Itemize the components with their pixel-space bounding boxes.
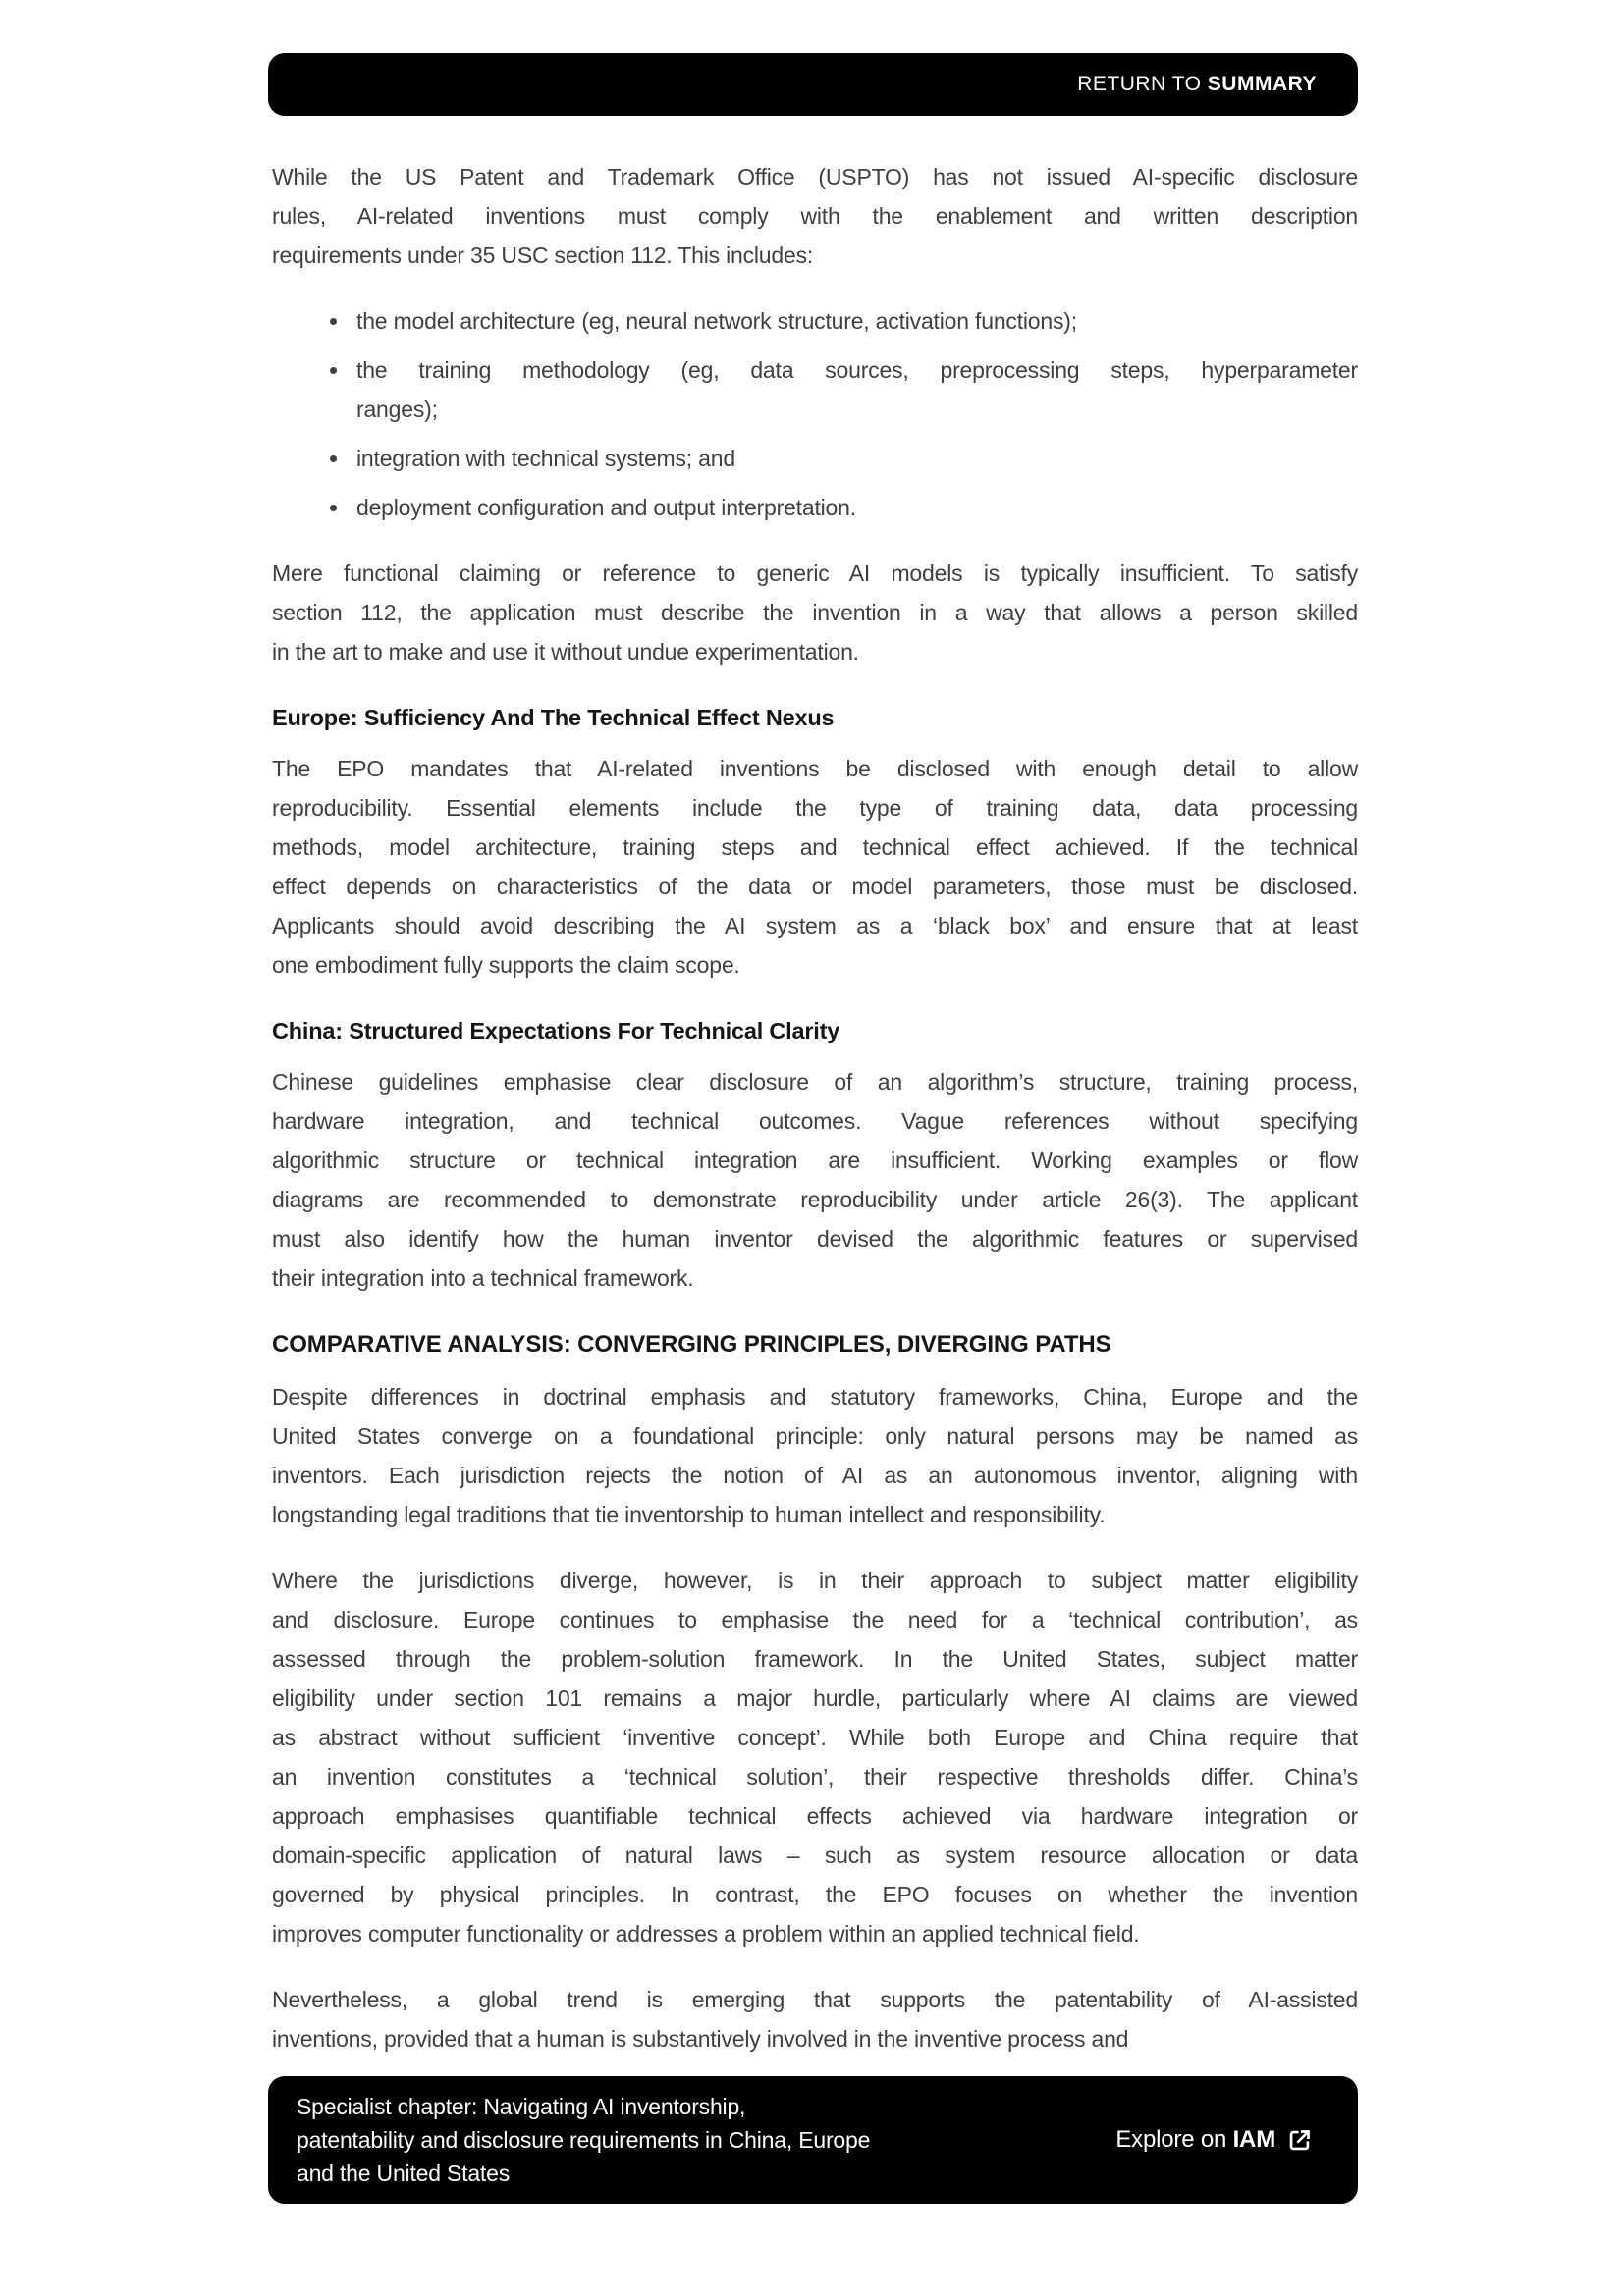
text-line: eligibility under section 101 remains a major hurdle, particularly where AI claims are viewed (272, 1685, 1358, 1711)
text-line: integration with technical systems; and (356, 446, 735, 471)
text-line: United States converge on a foundational principle: only natural persons may be named as (272, 1423, 1358, 1449)
text-line: Nevertheless, a global trend is emerging that supports the patentability of AI-assisted (272, 1987, 1358, 2012)
paragraph-section112 (272, 554, 1358, 671)
text-line: algorithmic structure or technical integration are insufficient. Working examples or flow (272, 1148, 1358, 1173)
text-line: and the United States (297, 2161, 511, 2186)
text-line: must also identify how the human inventor devised the algorithmic features or supervised (272, 1226, 1358, 1252)
paragraph-uspto (272, 157, 1358, 275)
text-line: and disclosure. Europe continues to emphasise the need for a ‘technical contribution’, as (272, 1607, 1358, 1632)
explore-on-iam-link[interactable] (1115, 2126, 1313, 2154)
text-line: inventors. Each jurisdiction rejects the notion of AI as an autonomous inventor, aligning with (272, 1463, 1358, 1488)
text-line: Applicants should avoid describing the AI system as a ‘black box’ and ensure that at least (272, 913, 1358, 938)
return-to-summary-button[interactable] (268, 53, 1358, 116)
heading-comparative-analysis: COMPARATIVE ANALYSIS: CONVERGING PRINCIPLES, DIVERGING PATHS (272, 1331, 1111, 1358)
bullet-text (356, 301, 1358, 341)
external-link-icon (1286, 2127, 1313, 2154)
text-line: improves computer functionality or addresses a problem within an applied technical field. (272, 1921, 1140, 1947)
text-line: diagrams are recommended to demonstrate reproducibility under article 26(3). The applicant (272, 1187, 1358, 1212)
text-line: as abstract without sufficient ‘inventive concept’. While both Europe and China require that (272, 1725, 1358, 1750)
text-line: Where the jurisdictions diverge, however, is in their approach to subject matter eligibility (272, 1568, 1358, 1593)
bullet-icon (330, 367, 337, 374)
text-line: one embodiment fully supports the claim scope. (272, 952, 740, 978)
text-line: governed by physical principles. In contrast, the EPO focuses on whether the invention (272, 1882, 1358, 1907)
text-line: Chinese guidelines emphasise clear disclosure of an algorithm’s structure, training process, (272, 1069, 1358, 1095)
return-to-summary-label: RETURN TO SUMMARY (1077, 73, 1317, 95)
text-line: hardware integration, and technical outcomes. Vague references without specifying (272, 1108, 1358, 1134)
text-line: While the US Patent and Trademark Office (USPTO) has not issued AI-specific disclosure (272, 164, 1358, 189)
article-body (272, 157, 1358, 2085)
chapter-title (297, 2090, 870, 2190)
heading-europe: Europe: Sufficiency And The Technical Effect Nexus (272, 705, 835, 730)
text-line: rules, AI-related inventions must comply with the enablement and written description (272, 203, 1358, 229)
text-line: Specialist chapter: Navigating AI inventorship, (297, 2094, 746, 2119)
text-line: patentability and disclosure requirements in China, Europe (297, 2127, 871, 2153)
bullet-text (356, 350, 1358, 429)
text-line: requirements under 35 USC section 112. This includes: (272, 242, 814, 268)
text-line: ranges); (356, 397, 438, 422)
heading-china: China: Structured Expectations For Technical Clarity (272, 1018, 840, 1043)
text-line: their integration into a technical framework. (272, 1265, 694, 1291)
text-line: inventions, provided that a human is substantively involved in the inventive process and (272, 2026, 1129, 2052)
paragraph-convergence (272, 1377, 1358, 1534)
bullet-item (272, 350, 1358, 429)
disclosure-bullet-list (272, 301, 1358, 527)
text-line: the training methodology (eg, data sources, preprocessing steps, hyperparameter (356, 357, 1358, 383)
bullet-item (272, 301, 1358, 341)
text-line: methods, model architecture, training steps and technical effect achieved. If the technical (272, 834, 1358, 860)
bullet-icon (330, 505, 337, 511)
bullet-item (272, 439, 1358, 478)
text-line: in the art to make and use it without undue experimentation. (272, 639, 859, 665)
text-line: deployment configuration and output interpretation. (356, 495, 856, 520)
text-line: Mere functional claiming or reference to generic AI models is typically insufficient. To satisfy (272, 561, 1358, 586)
text-line: an invention constitutes a ‘technical solution’, their respective thresholds differ. China’s (272, 1764, 1358, 1789)
bullet-item (272, 488, 1358, 527)
text-line: domain-specific application of natural laws – such as system resource allocation or data (272, 1842, 1358, 1868)
bullet-icon (330, 318, 337, 325)
explore-on-iam-label: Explore on IAM (1115, 2126, 1275, 2153)
text-line: reproducibility. Essential elements include the type of training data, data processing (272, 795, 1358, 821)
bullet-text (356, 439, 1358, 478)
paragraph-china (272, 1062, 1358, 1298)
text-line: Despite differences in doctrinal emphasis and statutory frameworks, China, Europe and the (272, 1384, 1358, 1410)
paragraph-divergence (272, 1561, 1358, 1953)
paragraph-global-trend (272, 1980, 1358, 2058)
text-line: approach emphasises quantifiable technical effects achieved via hardware integration or (272, 1803, 1358, 1829)
bullet-text (356, 488, 1358, 527)
paragraph-epo (272, 749, 1358, 985)
text-line: the model architecture (eg, neural network structure, activation functions); (356, 308, 1077, 334)
text-line: The EPO mandates that AI-related inventions be disclosed with enough detail to allow (272, 756, 1358, 781)
text-line: assessed through the problem-solution framework. In the United States, subject matter (272, 1646, 1358, 1672)
text-line: section 112, the application must describe the invention in a way that allows a person skilled (272, 600, 1358, 625)
chapter-footer-bar (268, 2076, 1358, 2204)
bullet-icon (330, 455, 337, 462)
text-line: effect depends on characteristics of the data or model parameters, those must be disclosed. (272, 874, 1358, 899)
text-line: longstanding legal traditions that tie inventorship to human intellect and responsibility. (272, 1502, 1106, 1527)
